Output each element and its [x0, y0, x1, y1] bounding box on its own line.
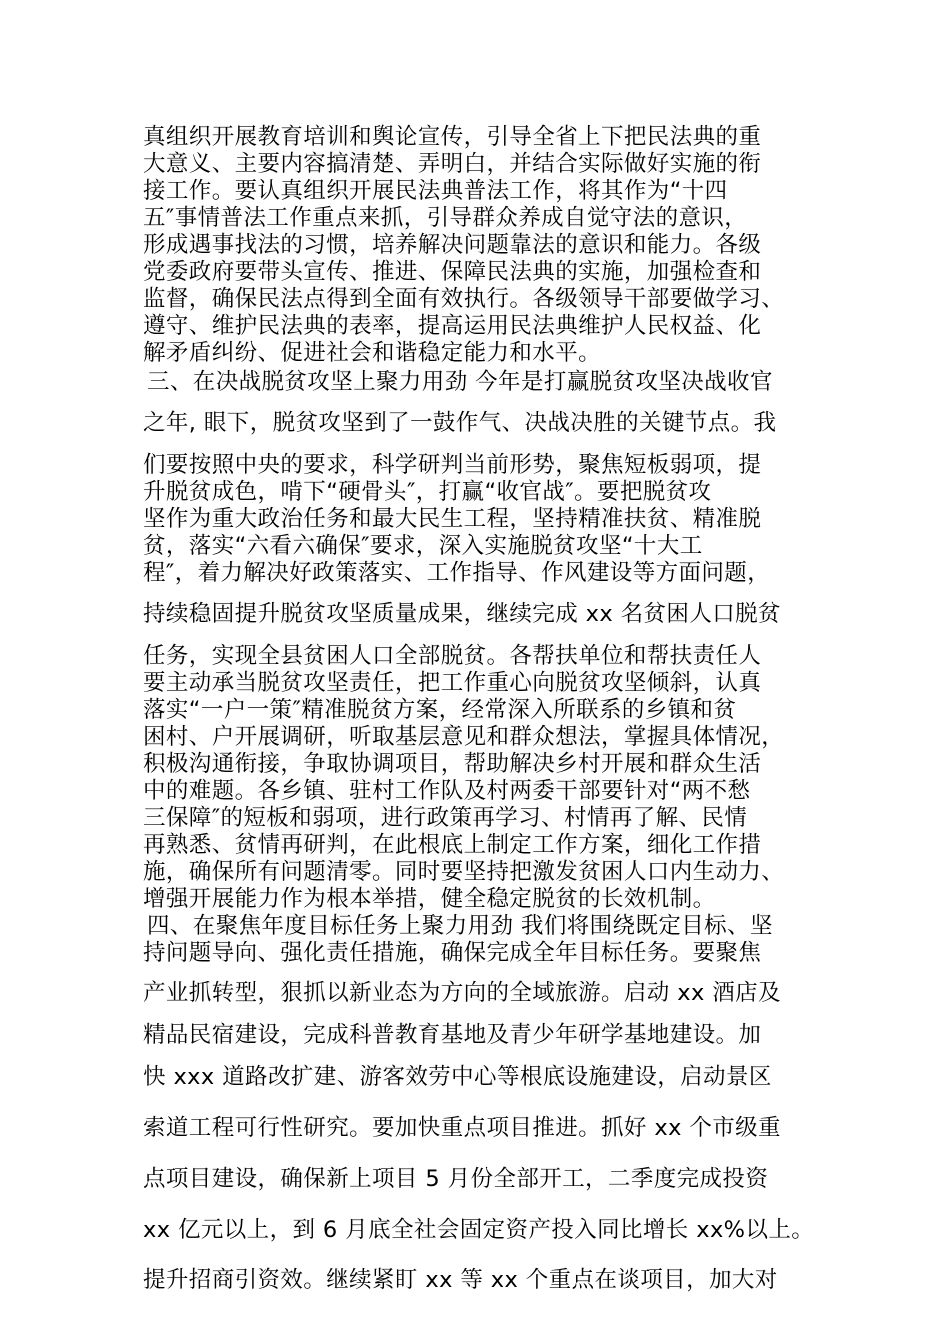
text-line: 们要按照中央的要求，科学研判当前形势，聚焦短板弱项，提	[143, 452, 762, 478]
text-line: 接工作。要认真组织开展民法典普法工作，将其作为“十四	[143, 178, 728, 204]
text-line: 监督，确保民法点得到全面有效执行。各级领导干部要做学习、	[143, 286, 785, 312]
text-line: 五″事情普法工作重点来抓，引导群众养成自觉守法的意识，	[143, 205, 748, 231]
text-line: 形成遇事找法的习惯，培养解决问题靠法的意识和能力。各级	[143, 232, 762, 258]
text-line: 落实“一户一策″精准脱贫方案，经常深入所联系的乡镇和贫	[143, 697, 737, 723]
text-line: 积极沟通衔接，争取协调项目，帮助解决乡村开展和群众生活	[143, 751, 762, 777]
text-line: 遵守、维护民法典的表率，提高运用民法典维护人民权益、化	[143, 313, 762, 339]
text-line: 快 xxx 道路改扩建、游客效劳中心等根底设施建设，启动景区	[143, 1064, 772, 1090]
text-line: 持问题导向、强化责任措施，确保完成全年目标任务。要聚焦	[143, 940, 762, 966]
text-line: 升脱贫成色，啃下“硬骨头″，打赢“收官战″。要把脱贫攻	[143, 479, 712, 505]
text-line: 解矛盾纠纷、促进社会和谐稳定能力和水平。	[143, 340, 602, 366]
text-line: 党委政府要带头宣传、推进、保障民法典的实施，加强检查和	[143, 259, 762, 285]
text-line: 大意义、主要内容搞清楚、弄明白，并结合实际做好实施的衔	[143, 151, 762, 177]
section-heading-three: 三、在决战脱贫攻坚上聚力用劲 今年是打赢脱贫攻坚决战收官	[147, 369, 773, 395]
text-line: 之年, 眼下，脱贫攻坚到了一鼓作气、决战决胜的关键节点。我	[143, 410, 777, 436]
text-line: 中的难题。各乡镇、驻村工作队及村两委干部要针对“两不愁	[143, 778, 751, 804]
text-line: 再熟悉、贫情再研判，在此根底上制定工作方案，细化工作措	[143, 832, 762, 858]
section-heading-four: 四、在聚焦年度目标任务上聚力用劲 我们将围绕既定目标、坚	[147, 913, 773, 939]
text-line: 提升招商引资效。继续紧盯 xx 等 xx 个重点在谈项目，加大对	[143, 1267, 778, 1293]
text-line: 坚作为重大政治任务和最大民生工程，坚持精准扶贫、精准脱	[143, 506, 762, 532]
text-line: 贫，落实“六看六确保″要求，深入实施脱贫攻坚“十大工	[143, 533, 703, 559]
text-line: 困村、户开展调研，听取基层意见和群众想法，掌握具体情况，	[143, 724, 785, 750]
text-line: xx 亿元以上，到 6 月底全社会固定资产投入同比增长 xx%以上。	[143, 1217, 815, 1243]
text-line: 施，确保所有问题清零。同时要坚持把激发贫困人口内生动力、	[143, 859, 785, 885]
text-line: 精品民宿建设，完成科普教育基地及青少年研学基地建设。加	[143, 1022, 762, 1048]
text-line: 程″，着力解决好政策落实、工作指导、作风建设等方面问题，	[143, 560, 771, 586]
text-line: 点项目建设，确保新上项目 5 月份全部开工，二季度完成投资	[143, 1166, 769, 1192]
text-line: 三保障″的短板和弱项，进行政策再学习、村情再了解、民情	[143, 805, 748, 831]
text-line: 要主动承当脱贫攻坚责任，把工作重心向脱贫攻坚倾斜，认真	[143, 670, 762, 696]
text-line: 产业抓转型，狠抓以新业态为方向的全域旅游。启动 xx 酒店及	[143, 980, 781, 1006]
text-line: 索道工程可行性研究。要加快重点项目推进。抓好 xx 个市级重	[143, 1115, 781, 1141]
text-line: 增强开展能力作为根本举措，健全稳定脱贫的长效机制。	[143, 886, 716, 912]
text-line: 真组织开展教育培训和舆论宣传，引导全省上下把民法典的重	[143, 124, 762, 150]
text-line: 持续稳固提升脱贫攻坚质量成果，继续完成 xx 名贫困人口脱贫	[143, 601, 781, 627]
text-line: 任务，实现全县贫困人口全部脱贫。各帮扶单位和帮扶责任人	[143, 643, 762, 669]
